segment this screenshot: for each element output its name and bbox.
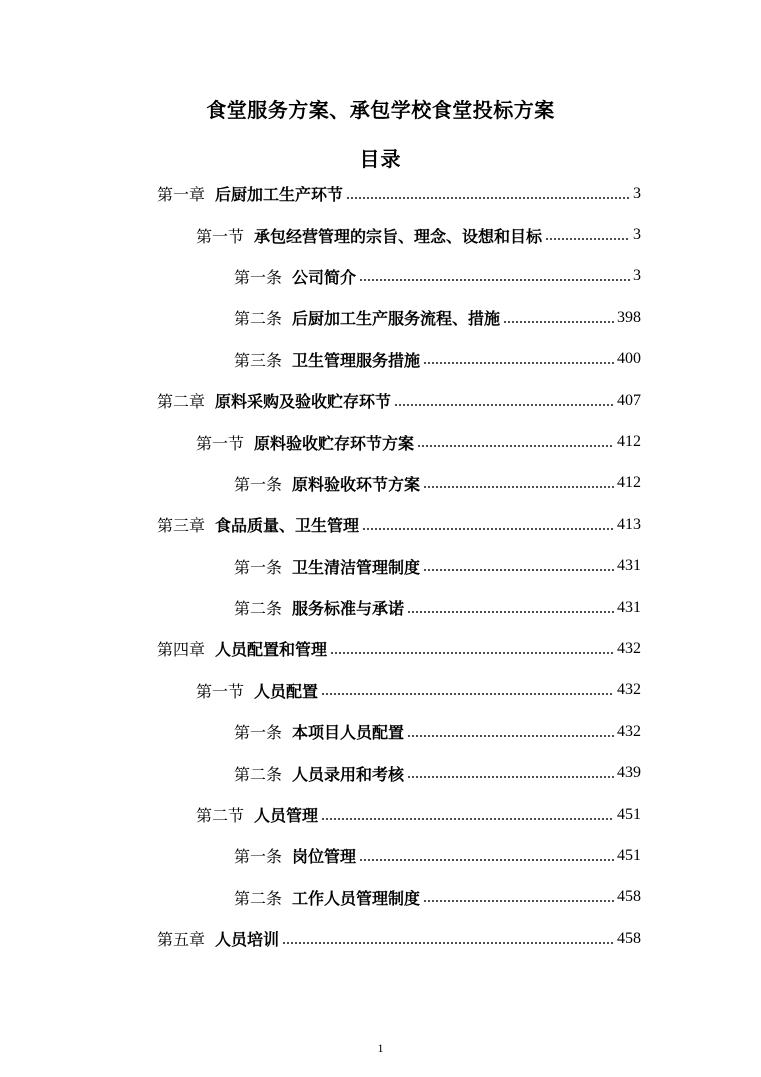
toc-entry-number: 第二条 <box>234 309 283 329</box>
toc-entry-number: 第一条 <box>234 557 283 577</box>
toc-dot-leader <box>423 361 614 365</box>
toc-dot-leader <box>282 941 614 945</box>
toc-dot-leader <box>359 278 630 282</box>
toc-entry-title: 岗位管理 <box>292 847 357 867</box>
toc-dot-leader <box>330 651 614 655</box>
toc-entry-title: 人员录用和考核 <box>292 764 405 784</box>
toc-dot-leader <box>346 196 630 200</box>
toc-entry[interactable] <box>0 752 761 793</box>
toc-dot-leader <box>321 692 614 696</box>
toc-entry[interactable] <box>0 339 761 380</box>
toc-entry-title: 人员培训 <box>215 930 280 950</box>
toc-entry-number: 第二条 <box>234 599 283 619</box>
toc-entry-title: 服务标准与承诺 <box>292 599 405 619</box>
toc-entry-number: 第一章 <box>157 185 206 205</box>
toc-entry-title: 本项目人员配置 <box>292 723 405 743</box>
toc-entry-number: 第二章 <box>157 392 206 412</box>
toc-entry-number: 第三条 <box>234 350 283 370</box>
toc-entry-page: 398 <box>617 308 641 326</box>
toc-entry-page: 400 <box>617 350 641 368</box>
toc-dot-leader <box>394 403 614 407</box>
toc-entry[interactable] <box>0 256 761 297</box>
toc-entry[interactable] <box>0 214 761 255</box>
toc-dot-leader <box>407 775 614 779</box>
toc-entry-page: 3 <box>633 184 641 202</box>
toc-entry-number: 第一节 <box>196 681 245 701</box>
toc-entry-page: 412 <box>617 433 641 451</box>
toc-entry[interactable] <box>0 918 761 959</box>
toc-entry[interactable] <box>0 380 761 421</box>
toc-entry-page: 432 <box>617 681 641 699</box>
toc-entry-page: 439 <box>617 764 641 782</box>
toc-entry[interactable] <box>0 794 761 835</box>
toc-entry-page: 451 <box>617 805 641 823</box>
toc-dot-leader <box>423 568 614 572</box>
toc-dot-leader <box>407 610 614 614</box>
toc-entry-page: 432 <box>617 722 641 740</box>
toc-entry[interactable] <box>0 421 761 462</box>
toc-entry-page: 3 <box>633 267 641 285</box>
toc-entry-page: 458 <box>617 929 641 947</box>
toc-entry-page: 413 <box>617 515 641 533</box>
toc-entry-page: 407 <box>617 391 641 409</box>
toc-entry-number: 第三章 <box>157 516 206 536</box>
toc-entry-title: 卫生清洁管理制度 <box>292 557 421 577</box>
toc-entry-page: 3 <box>633 226 641 244</box>
toc-entry-number: 第二条 <box>234 888 283 908</box>
toc-entry[interactable] <box>0 504 761 545</box>
toc-entry[interactable] <box>0 173 761 214</box>
toc-entry-title: 食品质量、卫生管理 <box>215 516 360 536</box>
toc-dot-leader <box>321 817 614 821</box>
toc-entry[interactable] <box>0 711 761 752</box>
toc-dot-leader <box>503 320 614 324</box>
toc-entry-page: 412 <box>617 474 641 492</box>
toc-entry-title: 人员管理 <box>254 806 319 826</box>
toc-entry-title: 原料验收环节方案 <box>292 474 421 494</box>
toc-entry-title: 后厨加工生产服务流程、措施 <box>292 309 501 329</box>
toc-entry-number: 第二条 <box>234 764 283 784</box>
toc-dot-leader <box>417 444 614 448</box>
toc-dot-leader <box>423 485 614 489</box>
toc-entry[interactable] <box>0 877 761 918</box>
toc-entry-page: 431 <box>617 557 641 575</box>
toc-entry-number: 第一条 <box>234 267 283 287</box>
toc-entry-number: 第一条 <box>234 474 283 494</box>
toc-entry[interactable] <box>0 463 761 504</box>
toc-entry-title: 工作人员管理制度 <box>292 888 421 908</box>
toc-entry-number: 第一节 <box>196 433 245 453</box>
toc-entry[interactable] <box>0 835 761 876</box>
toc-entry[interactable] <box>0 297 761 338</box>
toc-entry-title: 原料采购及验收贮存环节 <box>215 392 392 412</box>
toc-entry-title: 原料验收贮存环节方案 <box>254 433 415 453</box>
toc-entry-number: 第二节 <box>196 806 245 826</box>
toc-entry-page: 458 <box>617 888 641 906</box>
toc-entry[interactable] <box>0 587 761 628</box>
toc-entry[interactable] <box>0 670 761 711</box>
toc-entry-title: 后厨加工生产环节 <box>215 185 344 205</box>
toc-dot-leader <box>362 527 614 531</box>
toc-entry-page: 431 <box>617 598 641 616</box>
toc-heading: 目录 <box>359 147 402 171</box>
toc-entry-number: 第四章 <box>157 640 206 660</box>
page-number: 1 <box>377 1041 384 1055</box>
table-of-contents <box>0 173 761 959</box>
toc-entry-title: 卫生管理服务措施 <box>292 350 421 370</box>
toc-entry-title: 人员配置 <box>254 681 319 701</box>
toc-entry-title: 公司简介 <box>292 267 357 287</box>
toc-entry-number: 第一条 <box>234 847 283 867</box>
toc-entry-number: 第一节 <box>196 226 245 246</box>
document-title: 食堂服务方案、承包学校食堂投标方案 <box>206 98 555 122</box>
toc-entry[interactable] <box>0 628 761 669</box>
toc-dot-leader <box>423 899 614 903</box>
toc-entry-page: 432 <box>617 639 641 657</box>
toc-entry-number: 第一条 <box>234 723 283 743</box>
toc-entry[interactable] <box>0 546 761 587</box>
toc-dot-leader <box>545 237 630 241</box>
toc-entry-number: 第五章 <box>157 930 206 950</box>
toc-entry-title: 人员配置和管理 <box>215 640 328 660</box>
toc-entry-title: 承包经营管理的宗旨、理念、设想和目标 <box>254 226 543 246</box>
toc-entry-page: 451 <box>617 846 641 864</box>
toc-dot-leader <box>359 858 614 862</box>
toc-dot-leader <box>407 734 614 738</box>
